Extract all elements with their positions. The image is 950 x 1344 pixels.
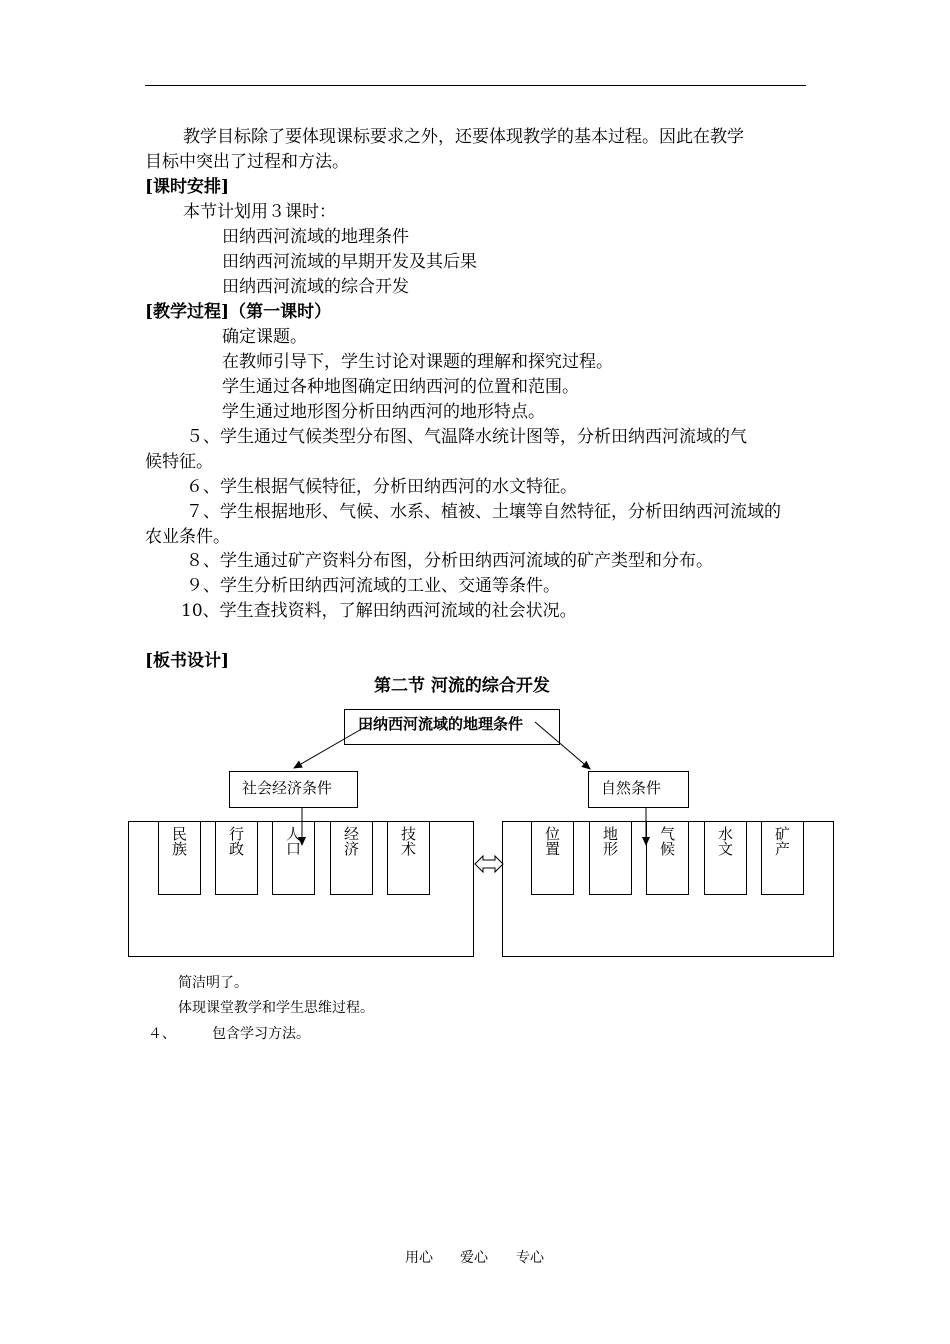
right-item-location: 位置 <box>543 826 561 856</box>
right-item-climate: 气候 <box>658 826 676 856</box>
process-step-9: ９、学生分析田纳西河流域的工业、交通等条件。 <box>186 576 560 596</box>
left-item-economy: 经济 <box>342 826 360 856</box>
process-step-8: ８、学生通过矿产资料分布图，分析田纳西河流域的矿产类型和分布。 <box>186 551 713 571</box>
arrow-to-natural <box>535 722 590 769</box>
intro-line-2: 目标中突出了过程和方法。 <box>145 152 349 172</box>
left-item-ethnic: 民族 <box>170 826 188 856</box>
schedule-intro: 本节计划用３课时： <box>183 202 336 222</box>
schedule-item-2: 田纳西河流域的早期开发及其后果 <box>222 252 477 272</box>
note-3-text: 包含学习方法。 <box>212 1026 310 1042</box>
process-step-3: 学生通过各种地图确定田纳西河的位置和范围。 <box>222 377 579 397</box>
note-3-number: ４、 <box>148 1026 176 1042</box>
double-arrow-icon <box>475 856 503 872</box>
process-step-5b: 候特征。 <box>145 452 213 472</box>
board-heading: [板书设计] <box>145 651 230 671</box>
arrow-to-social-economic <box>294 723 372 768</box>
note-1: 简洁明了。 <box>178 975 248 991</box>
intro-line-1: 教学目标除了要体现课标要求之外，还要体现教学的基本过程。因此在教学 <box>183 127 744 147</box>
schedule-item-1: 田纳西河流域的地理条件 <box>222 227 409 247</box>
process-heading: [教学过程]（第一课时） <box>145 302 332 322</box>
footer-word-3: 专心 <box>516 1250 544 1266</box>
process-step-6: ６、学生根据气候特征，分析田纳西河的水文特征。 <box>186 477 577 497</box>
left-item-admin: 行政 <box>227 826 245 856</box>
board-title: 第二节 河流的综合开发 <box>374 676 550 696</box>
process-step-4: 学生通过地形图分析田纳西河的地形特点。 <box>222 402 545 422</box>
social-economic-label: 社会经济条件 <box>242 779 333 797</box>
schedule-item-3: 田纳西河流域的综合开发 <box>222 277 409 297</box>
left-item-population: 人口 <box>284 826 302 856</box>
process-step-5a: ５、学生通过气候类型分布图、气温降水统计图等，分析田纳西河流域的气 <box>186 427 747 447</box>
process-step-7a: ７、学生根据地形、气候、水系、植被、土壤等自然特征，分析田纳西河流域的 <box>186 502 781 522</box>
process-step-2: 在教师引导下，学生讨论对课题的理解和探究过程。 <box>222 352 613 372</box>
right-item-terrain: 地形 <box>601 826 619 856</box>
process-step-7b: 农业条件。 <box>145 527 230 547</box>
process-step-1: 确定课题。 <box>222 327 307 347</box>
process-step-10: 10、学生查找资料，了解田纳西河流域的社会状况。 <box>181 601 577 621</box>
left-item-technology: 技术 <box>399 826 417 856</box>
footer-word-2: 爱心 <box>460 1250 488 1266</box>
schedule-heading: [课时安排] <box>145 177 230 197</box>
footer-word-1: 用心 <box>405 1250 433 1266</box>
right-item-hydrology: 水文 <box>716 826 734 856</box>
top-box-label: 田纳西河流域的地理条件 <box>358 715 524 733</box>
natural-conditions-label: 自然条件 <box>601 779 662 797</box>
note-2: 体现课堂教学和学生思维过程。 <box>178 1000 374 1016</box>
right-item-minerals: 矿产 <box>773 826 791 856</box>
